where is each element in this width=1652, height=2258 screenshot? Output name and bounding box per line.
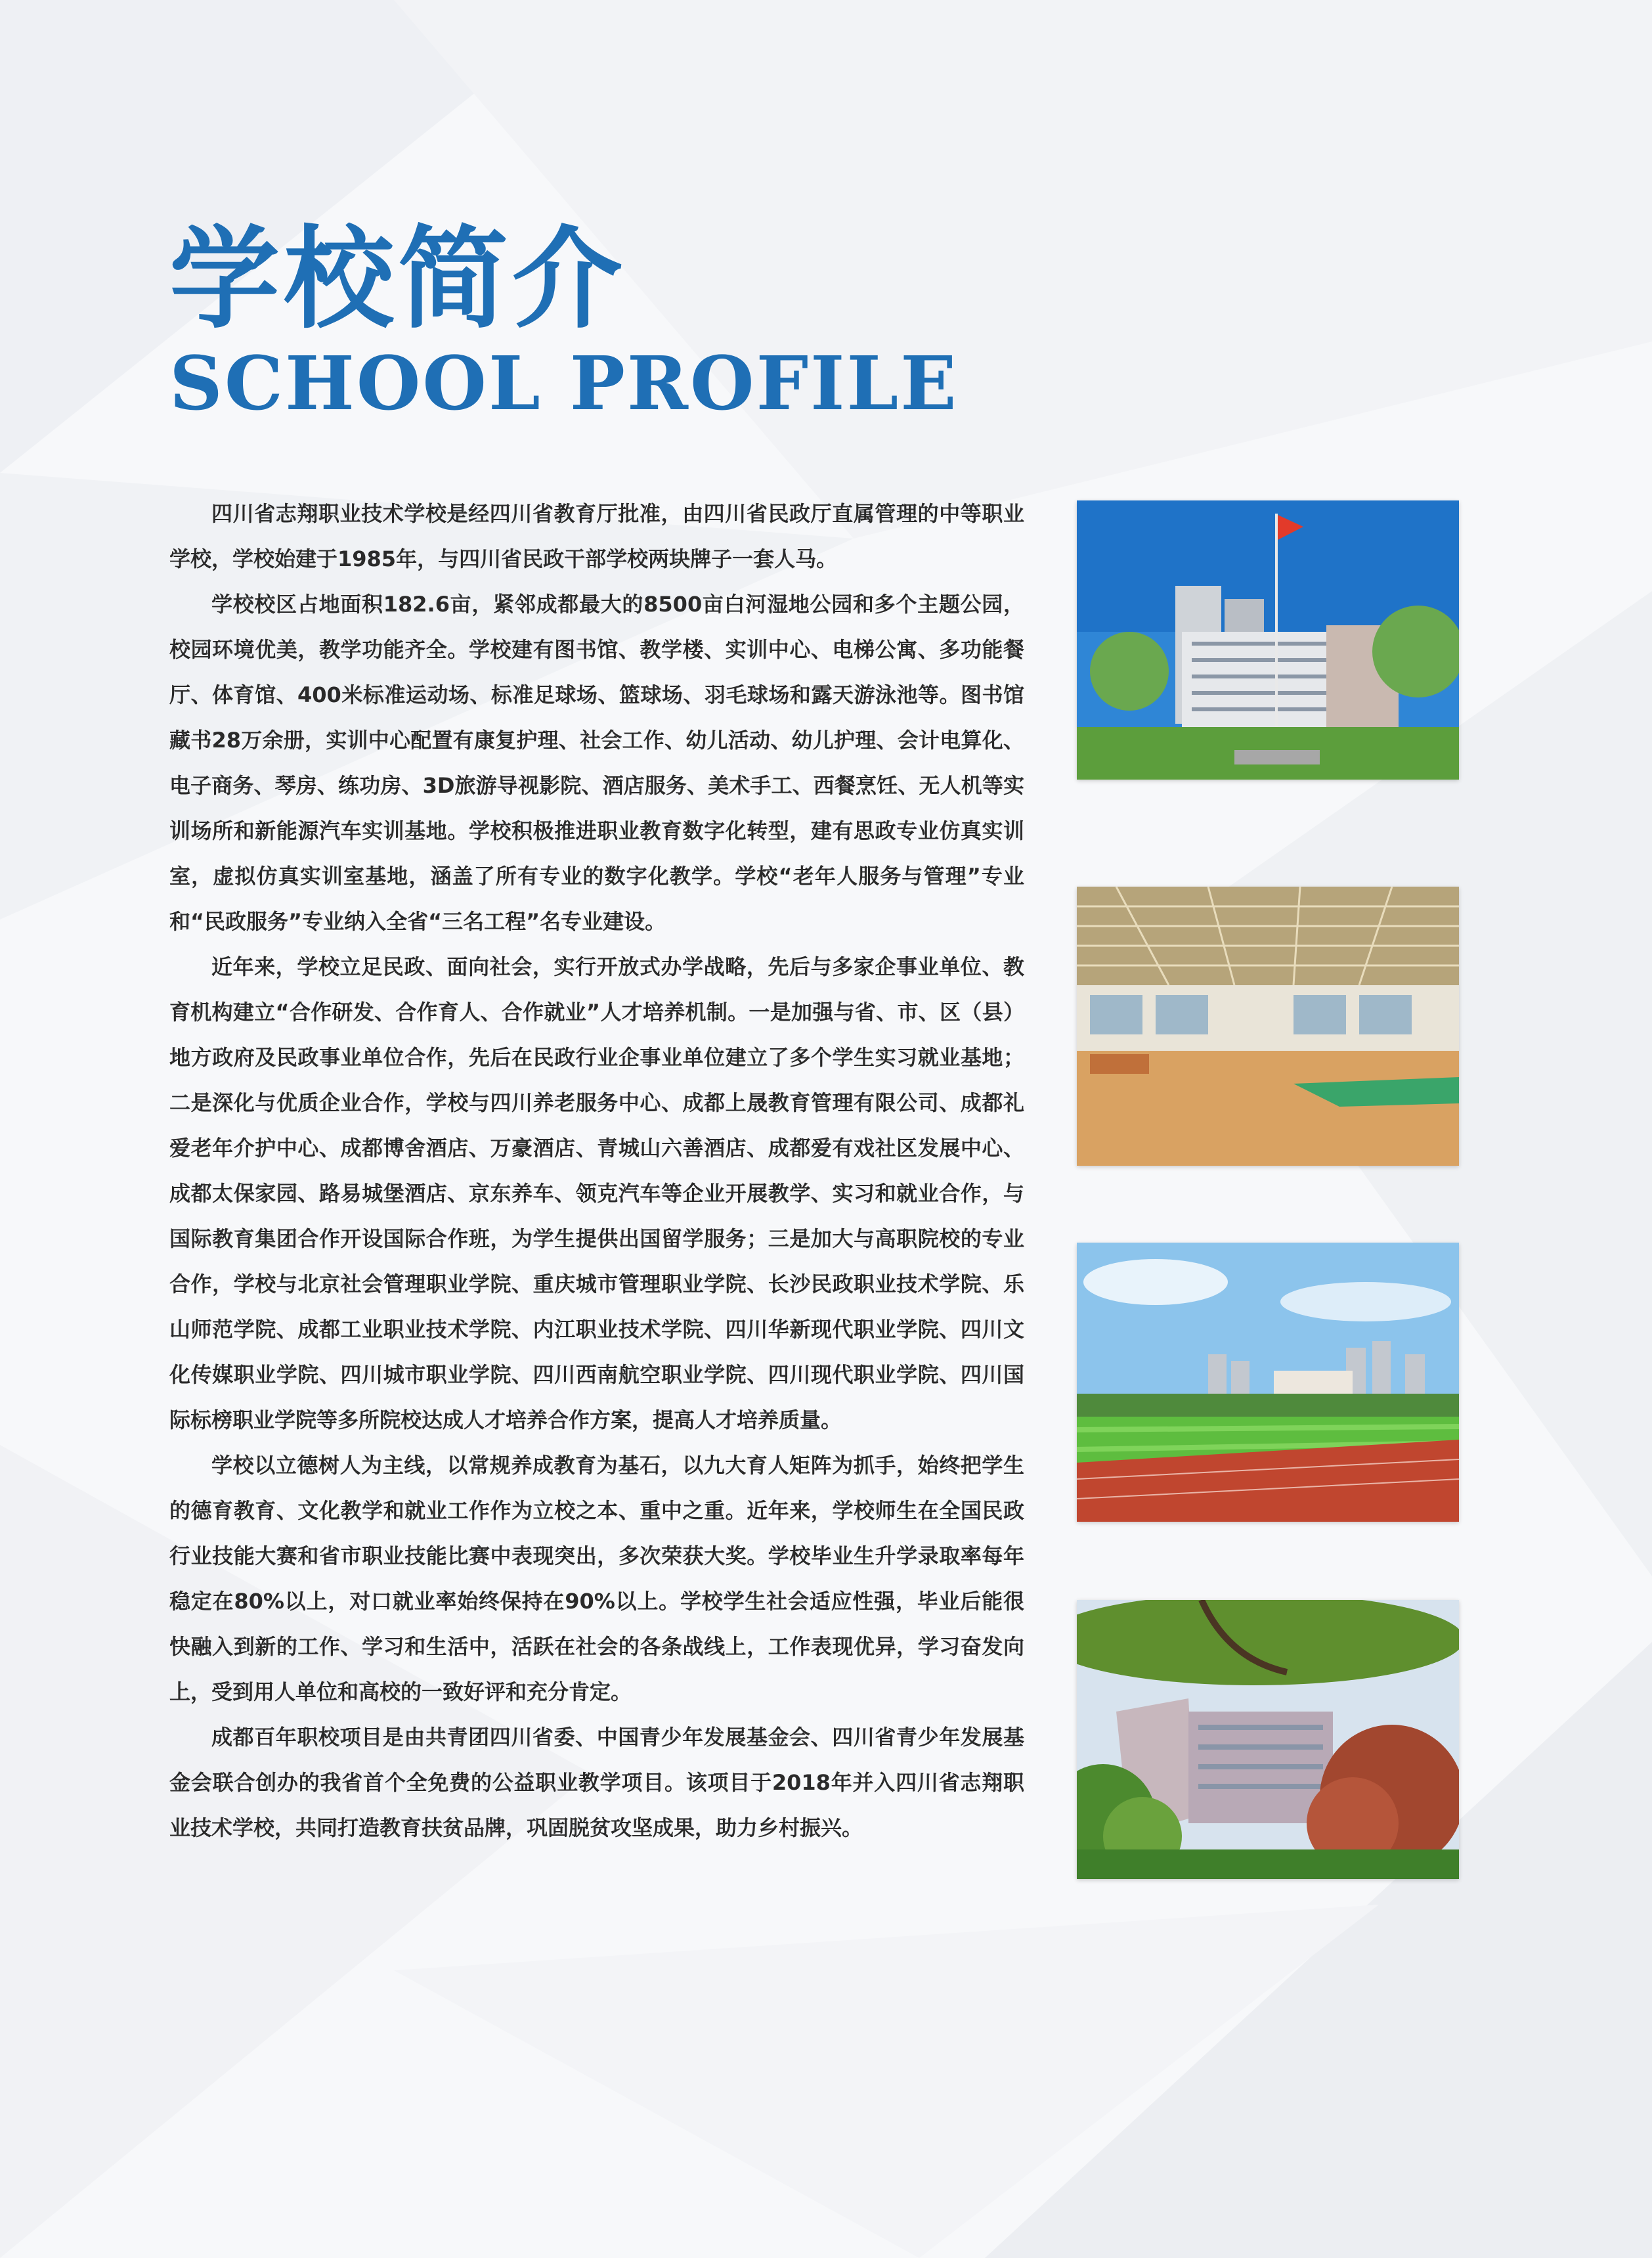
paragraph-project: 成都百年职校项目是由共青团四川省委、中国青少年发展基金会、四川省青少年发展基金会联合创办的我省首个全免费的公益职业教学项目。该项目于2018年并入四川省志翔职业技术学校，共同打造教育扶贫品牌，巩固脱贫攻坚成果，助力乡村振兴。 — [169, 1725, 1024, 1840]
paragraph-campus: 学校校区占地面积182.6亩，紧邻成都最大的8500亩白河湿地公园和多个主题公园，校园环境优美，教学功能齐全。学校建有图书馆、教学楼、实训中心、电梯公寓、多功能餐厅、体育馆、400米标准运动场、标准足球场、篮球场、羽毛球场和露天游泳池等。图书馆藏书28万余册，实训中心配置有康复护理、社会工作、幼儿活动、幼儿护理、会计电算化、电子商务、琴房、练功房、3D旅游导视影院、酒店服务、美术手工、西餐烹饪、无人机等实训场所和新能源汽车实训基地。学校积极推进职业教育数字化转型，建有思政专业仿真实训室，虚拟仿真实训室基地，涵盖了所有专业的数字化教学。学校“老年人服务与管理”专业和“民政服务”专业纳入全省“三名工程”名专业建设。 — [169, 592, 1024, 934]
campus-building-photo — [1077, 500, 1459, 780]
page-title: 学校简介 — [169, 215, 626, 343]
campus-trees-photo — [1077, 1600, 1459, 1879]
sports-field-photo — [1077, 1243, 1459, 1522]
paragraph-intro: 四川省志翔职业技术学校是经四川省教育厅批准，由四川省民政厅直属管理的中等职业学校，学校始建于1985年，与四川省民政干部学校两块牌子一套人马。 — [169, 501, 1024, 571]
paragraph-cooperation: 近年来，学校立足民政、面向社会，实行开放式办学战略，先后与多家企事业单位、教育机构建立“合作研发、合作育人、合作就业”人才培养机制。一是加强与省、市、区（县）地方政府及民政事业单位合作，先后在民政行业企事业单位建立了多个学生实习就业基地；二是深化与优质企业合作，学校与四川养老服务中心、成都上晟教育管理有限公司、成都礼爱老年介护中心、成都博舍酒店、万豪酒店、青城山六善酒店、成都爱有戏社区发展中心、成都太保家园、路易城堡酒店、京东养车、领克汽车等企业开展教学、实习和就业合作，与国际教育集团合作开设国际合作班，为学生提供出国留学服务；三是加大与高职院校的专业合作，学校与北京社会管理职业学院、重庆城市管理职业学院、长沙民政职业技术学院、乐山师范学院、成都工业职业技术学院、内江职业技术学院、四川华新现代职业学院、四川文化传媒职业学院、四川城市职业学院、四川西南航空职业学院、四川现代职业学院、四川国际标榜职业学院等多所院校达成人才培养合作方案，提高人才培养质量。 — [169, 954, 1024, 1432]
profile-body — [169, 491, 1024, 1851]
page-subtitle: SCHOOL PROFILE — [169, 341, 959, 427]
paragraph-education: 学校以立德树人为主线，以常规养成教育为基石，以九大育人矩阵为抓手，始终把学生的德育教育、文化教学和就业工作作为立校之本、重中之重。近年来，学校师生在全国民政行业技能大赛和省市职业技能比赛中表现突出，多次荣获大奖。学校毕业生升学录取率每年稳定在80%以上，对口就业率始终保持在90%以上。学校学生社会适应性强，毕业后能很快融入到新的工作、学习和生活中，活跃在社会的各条战线上，工作表现优异，学习奋发向上，受到用人单位和高校的一致好评和充分肯定。 — [169, 1453, 1024, 1704]
gymnasium-photo — [1077, 887, 1459, 1166]
